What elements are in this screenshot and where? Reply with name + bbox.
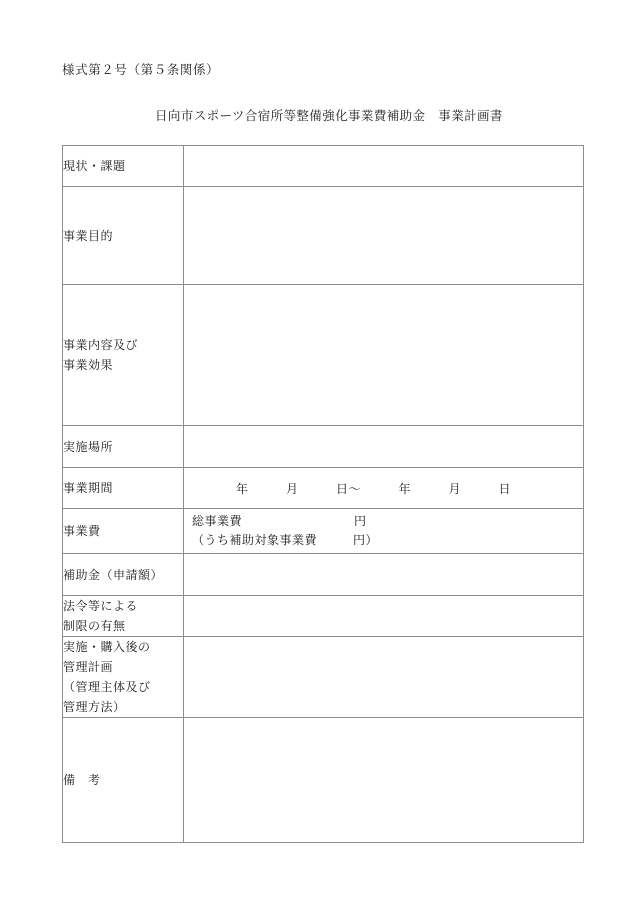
table-row (63, 468, 584, 509)
row-value-cell[interactable] (184, 468, 584, 509)
row-label-line: 事業目的 (63, 228, 114, 243)
page-title: 日向市スポーツ合宿所等整備強化事業費補助金 事業計画書 (155, 109, 503, 123)
cost-line[interactable] (192, 531, 583, 550)
table-row (63, 146, 584, 187)
table-row (63, 285, 584, 426)
row-label-cell (63, 187, 184, 285)
row-label-cell (63, 509, 184, 554)
row-label-cell (63, 596, 184, 637)
row-label-line: 制限の有無 (63, 619, 126, 633)
row-label-cell (63, 426, 184, 468)
row-label-line: 事業期間 (63, 481, 114, 495)
row-label-cell (63, 637, 184, 718)
row-label-line: 管理方法） (63, 700, 126, 714)
row-label-line: 実施場所 (63, 439, 114, 454)
row-value-cell[interactable] (184, 187, 584, 285)
row-label-line: 事業費 (63, 524, 101, 538)
row-label-line: 法令等による (63, 599, 139, 613)
row-value-cell[interactable] (184, 637, 584, 718)
table-row (63, 187, 584, 285)
row-label-cell (63, 285, 184, 426)
project-period-value[interactable]: 年 月 日～ 年 月 日 (236, 481, 512, 496)
cost-line[interactable] (192, 512, 583, 531)
row-label-line: 事業効果 (63, 358, 114, 372)
row-label-line: 事業内容及び (63, 338, 139, 352)
row-label-line: （管理主体及び (63, 680, 151, 694)
row-label-line: 備 考 (63, 773, 101, 787)
row-label-line: 実施・購入後の (63, 640, 151, 654)
row-label-cell (63, 146, 184, 187)
row-label-line: 補助金（申請額） (63, 567, 164, 582)
row-label-line: 管理計画 (63, 660, 114, 674)
table-row (63, 554, 584, 596)
row-value-cell[interactable] (184, 718, 584, 843)
cost-breakdown (184, 509, 583, 553)
row-label-cell (63, 554, 184, 596)
cost-line-unit: 円 (354, 514, 367, 528)
business-plan-table (62, 145, 584, 843)
table-row (63, 509, 584, 554)
row-value-cell[interactable] (184, 509, 584, 554)
cost-line-unit: 円） (353, 533, 379, 547)
row-label-cell (63, 468, 184, 509)
row-value-cell[interactable] (184, 426, 584, 468)
cost-line-label: 総事業費 (192, 514, 243, 528)
cost-line-label: （うち補助対象事業費 (192, 533, 318, 547)
row-label-cell (63, 718, 184, 843)
table-row (63, 426, 584, 468)
table-row (63, 637, 584, 718)
row-value-cell[interactable] (184, 285, 584, 426)
form-number-label: 様式第２号（第５条関係） (62, 63, 220, 77)
table-row (63, 718, 584, 843)
table-body (63, 146, 584, 843)
table-row (63, 596, 584, 637)
row-value-cell[interactable] (184, 596, 584, 637)
row-label-line: 現状・課題 (63, 159, 126, 173)
row-value-cell[interactable] (184, 554, 584, 596)
row-value-cell[interactable] (184, 146, 584, 187)
